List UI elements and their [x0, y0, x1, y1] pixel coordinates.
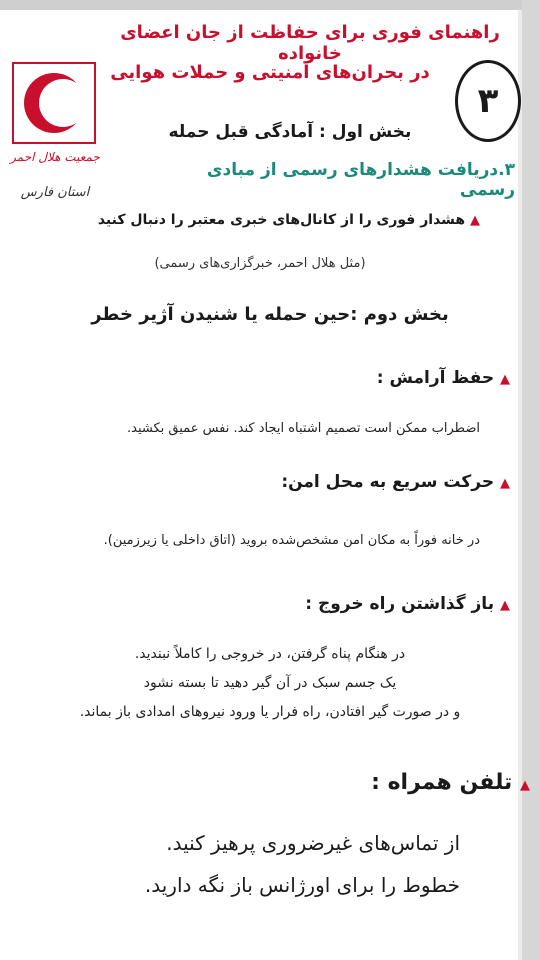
heading-calm: [20, 368, 510, 388]
phone-heading: [20, 770, 530, 795]
triangle-bullet-icon: ▲: [500, 598, 510, 613]
calm-text: اضطراب ممکن است تصمیم اشتباه ایجاد کند. نفس عمیق بکشید.: [127, 421, 480, 436]
phone-line-2: خطوط را برای اورژانس باز نگه دارید.: [144, 873, 460, 897]
warning-text: هشدار فوری را از کانال‌های خبری معتبر را دنبال کنید: [97, 212, 466, 228]
red-crescent-logo: [12, 62, 96, 144]
heading-text: باز گذاشتن راه خروج :: [305, 594, 495, 614]
step-number: ۳: [477, 81, 499, 121]
step-number-badge: [455, 60, 521, 142]
red-crescent-icon: [19, 68, 89, 138]
safe-place-text: در خانه فوراً به مکان امن مشخص‌شده بروید (اتاق داخلی یا زیرزمین).: [103, 533, 480, 548]
heading-safe-place: [20, 472, 510, 492]
section-title: ۳.دریافت هشدارهای رسمی از مبادی رسمی: [206, 160, 515, 200]
triangle-bullet-icon: ▲: [470, 213, 480, 228]
right-border: [522, 0, 540, 960]
title-line-2: در بحران‌های امنیتی و حملات هوایی: [110, 62, 430, 83]
warning-note: (مثل هلال احمر، خبرگزاری‌های رسمی): [154, 256, 366, 271]
triangle-bullet-icon: ▲: [500, 372, 510, 387]
triangle-bullet-icon: ▲: [500, 476, 510, 491]
province-name: استان فارس: [20, 185, 90, 200]
top-border: [0, 0, 540, 10]
heading-text: حرکت سریع به محل امن:: [281, 472, 495, 492]
part1-title: بخش اول : آمادگی قبل حمله: [168, 122, 412, 142]
triangle-bullet-icon: ▲: [520, 778, 530, 793]
phone-heading-text: تلفن همراه :: [371, 770, 513, 795]
exit-line-2: یک جسم سبک در آن گیر دهید تا بسته نشود: [143, 675, 397, 691]
warning-line: [60, 212, 480, 228]
title-line-1: راهنمای فوری برای حفاظت از جان اعضای خانواده: [120, 22, 500, 64]
heading-text: حفظ آرامش :: [376, 368, 495, 388]
exit-line-3: و در صورت گیر افتادن، راه فرار یا ورود نیروهای امدادی باز بماند.: [79, 704, 461, 720]
exit-line-1: در هنگام پناه گرفتن، در خروجی را کاملاً نبندید.: [134, 646, 406, 662]
org-name: جمعیت هلال احمر: [10, 150, 100, 164]
heading-exit: [20, 594, 510, 614]
part2-title: بخش دوم :حین حمله یا شنیدن آژیر خطر: [91, 304, 449, 325]
phone-line-1: از تماس‌های غیرضروری پرهیز کنید.: [166, 831, 460, 855]
right-border-inner: [518, 10, 522, 960]
